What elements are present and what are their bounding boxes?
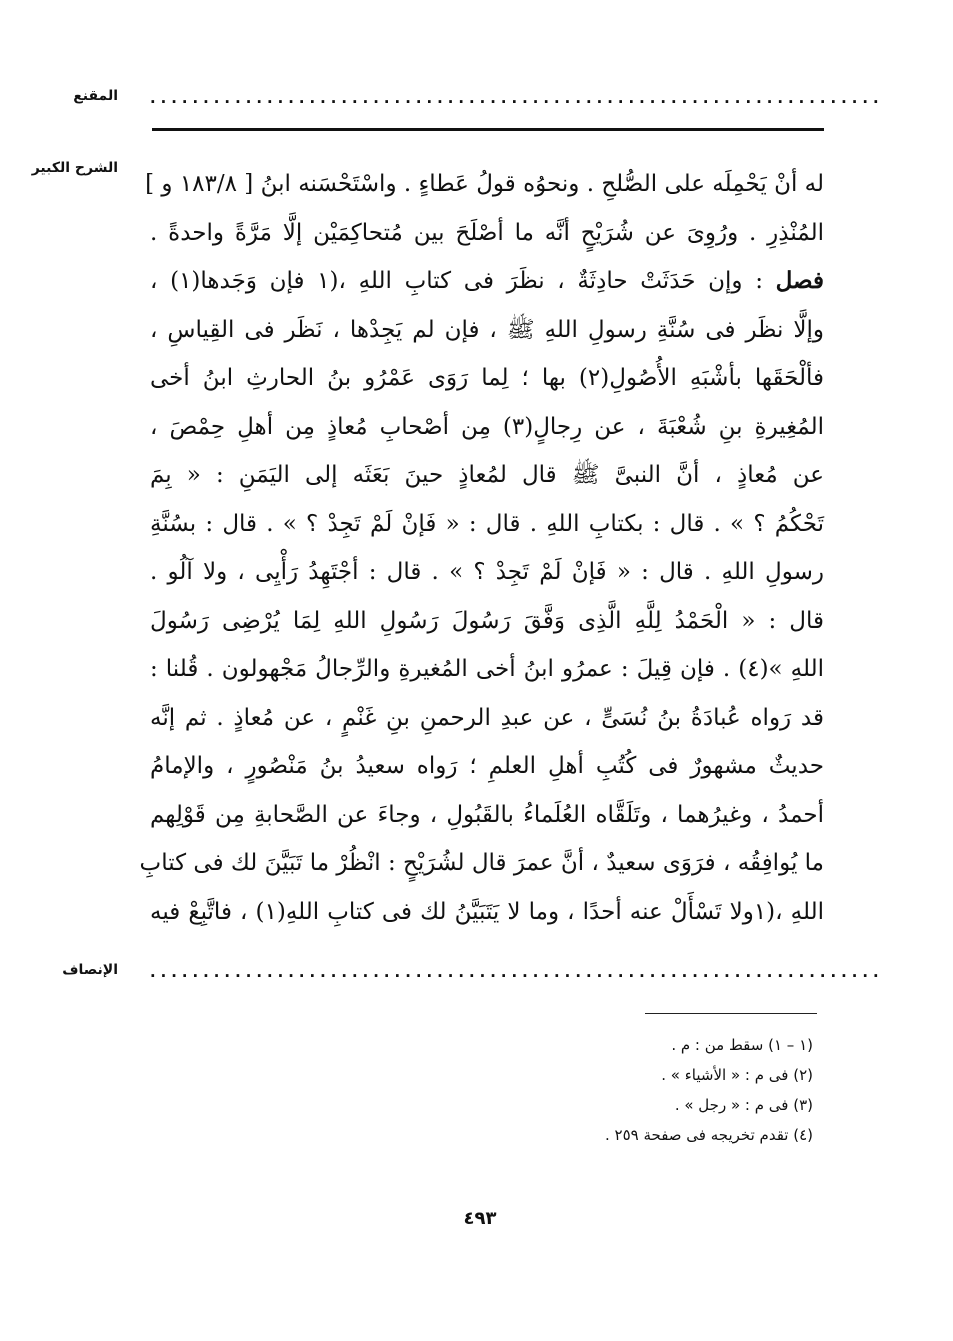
footnotes: [293, 1030, 813, 1150]
insaf-label: الإنصاف: [62, 962, 118, 978]
header-rule: [152, 128, 824, 131]
text-line: قد رَواه عُبادَةُ بنُ نُسَىٍّ ، عن عبدِ الرحمنِ بنِ غَنْمٍ ، عن مُعاذٍ . ثم إنَّه: [150, 704, 824, 731]
text-line: اللهِ ،(١ولا تَسْأَلْ عنه أحدًا ، وما لا يَتَبَيَّنُ لك فى كتابِ اللهِ(١) ، فاتَّبِعْ فيه: [150, 898, 824, 925]
text-line: اللهِ »(٤) . فإن قِيلَ : عمرُو ابنُ أخى المُغيرةِ والرِّجالُ مَجْهولون . قُلنا :: [150, 656, 824, 682]
fasl-heading: فصل: [775, 267, 824, 294]
fasl-text: : وإن حَدَثَتْ حادِثَةٌ ، نظَرَ فى كتابِ اللهِ ،(١ فإن وَجَدها(١) ،: [150, 268, 763, 294]
text-line: تَحْكُمُ ؟ » . قال : بكتابِ اللهِ . قال : « فَإنْ لَمْ تَجِدْ ؟ » . قال : بسُنَّةِ: [150, 510, 824, 537]
page-number: ٤٩٣: [463, 1208, 497, 1229]
text-line: عن مُعاذٍ ، أنَّ النبىَّ ﷺ قال لمُعاذٍ حينَ بَعَثَه إلى اليَمَنِ : « بِمَ: [150, 462, 824, 488]
text-line: فألْحَقَها بأشْبَهِ الأُصُولِ(٢) بها ؛ لِما رَوَى عَمْرُو بنُ الحارثِ ابنُ أخى: [150, 365, 824, 391]
footnote: (٢) فى م : « الأشياء » .: [661, 1066, 813, 1084]
footnote: (٣) فى م : « رجل » .: [674, 1096, 813, 1114]
footnote-rule: [645, 1013, 817, 1014]
sharh-text: [139, 160, 824, 936]
footnote: (٤) تقدم تخريجه فى صفحة ٢٥٩ .: [604, 1126, 813, 1144]
text-line: المُغِيرةِ بنِ شُعْبَةَ ، عن رِجالٍ(٣) مِن أصْحابِ مُعاذٍ مِن أهلِ حِمْصَ ،: [150, 413, 824, 440]
fasl-line: [150, 257, 824, 306]
text-line: وإلَّا نظَر فى سُنَّةِ رسولِ اللهِ ﷺ ، فإن لم يَجِدْها ، نَظَر فى القِياسِ ،: [150, 316, 824, 343]
text-line: رسولِ اللهِ . قال : « فَإنْ لَمْ تَجِدْ ؟ » . قال : أجْتَهِدُ رَأْيِى ، ولا آلُو .: [150, 559, 824, 585]
text-line: أحمدُ ، وغيرُهما ، وتَلَقَّاه العُلَماءُ بالقَبُولِ ، وجاءَ عن الصَّحابةِ مِن قَوْلِهم: [150, 801, 824, 828]
text-line: المُنْذِرِ . ورُوِىَ عن شُرَيْحٍ أنَّه ما أصْلَحَ بين مُتحاكِمَيْن إلَّا مَرَّةً واحدةً .: [150, 219, 824, 246]
insaf-dotted-placeholder: .....................................................................: [148, 962, 882, 981]
matn-dotted-placeholder: .....................................................................: [148, 88, 882, 107]
text-line: حديثٌ مشهورٌ فى كُتُبِ أهلِ العلمِ ؛ رَواه سعيدُ بنُ مَنْصُورٍ ، والإمامُ: [150, 753, 824, 779]
footnote: (١ – ١) سقط من : م .: [671, 1036, 813, 1054]
matn-book-label: المقنع: [73, 88, 118, 104]
text-line: له أنْ يَحْمِلَه على الصُّلحِ . ونحوُه قولُ عَطاءٍ . واسْتَحْسَنه ابنُ [ ١٨٣/٨ و ]: [145, 171, 824, 197]
sharh-label: الشرح الكبير: [31, 160, 118, 176]
text-line: قال : « الْحَمْدُ لِلَّهِ الَّذِى وَفَّقَ رَسُولَ رَسُولِ اللهِ لِمَا يُرْضِى رَسُولَ: [150, 607, 824, 634]
text-line: ما يُوافِقُه ، فرَوَى سعيدٌ ، أنَّ عمرَ قال لشُرَيْحٍ : انْظُرْ ما تَبَيَّنَ لك فى كتابِ: [139, 850, 824, 876]
